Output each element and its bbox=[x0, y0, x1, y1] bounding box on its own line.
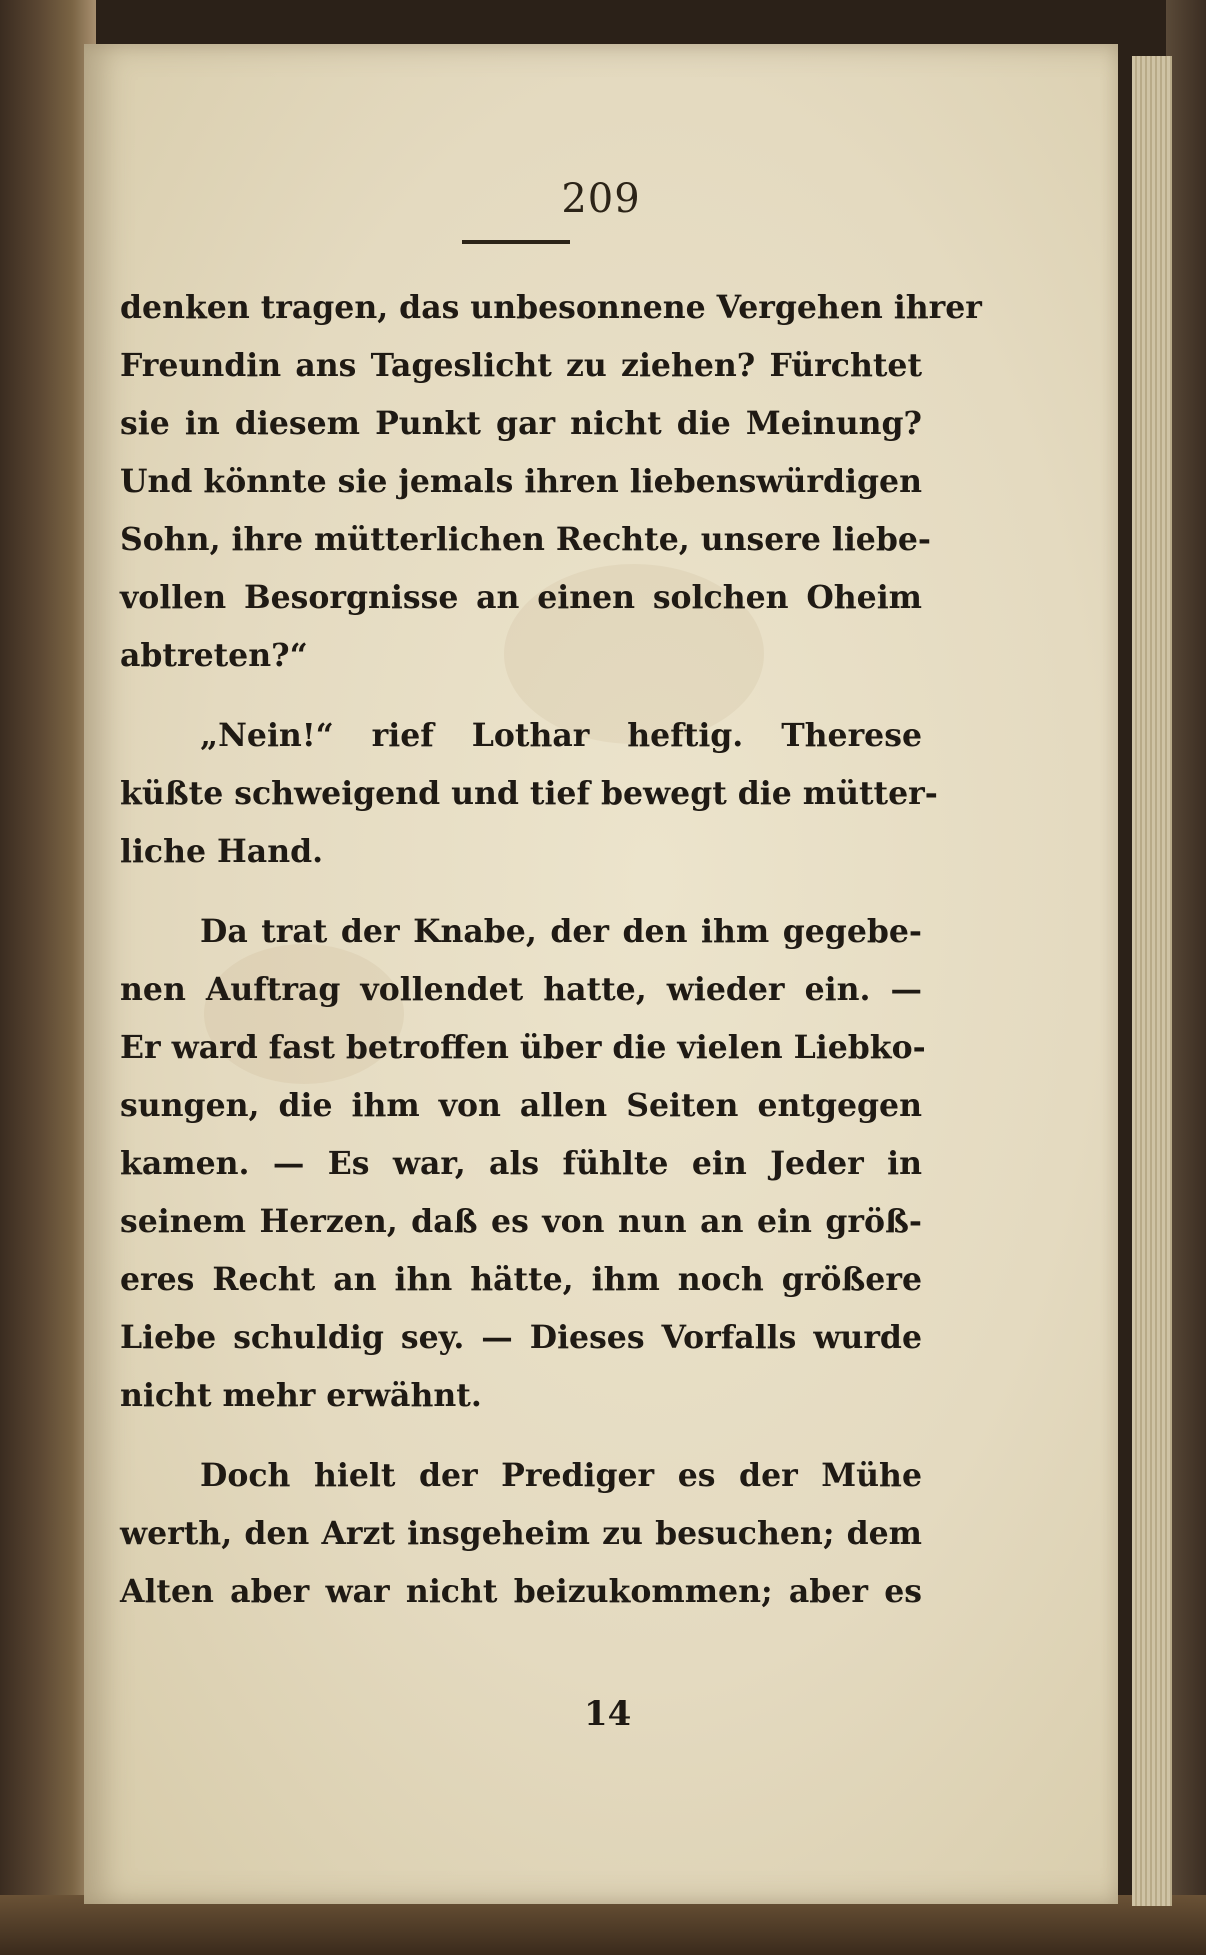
text-line: nicht mehr erwähnt. bbox=[120, 1377, 482, 1414]
body-text bbox=[120, 279, 982, 1621]
text-line: küßte schweigend und tief bewegt die mütter- bbox=[120, 775, 938, 812]
text-line: Er ward fast betroffen über die vielen Liebko- bbox=[120, 1029, 926, 1066]
book-cover-bottom bbox=[0, 1895, 1206, 1955]
text-line: kamen. — Es war, als fühlte ein Jeder in bbox=[120, 1145, 922, 1182]
text-line: sie in diesem Punkt gar nicht die Meinung? bbox=[120, 405, 922, 442]
paragraph bbox=[120, 1447, 922, 1621]
text-line: abtreten?“ bbox=[120, 637, 308, 674]
text-line: „Nein!“ rief Lothar heftig. Therese bbox=[200, 717, 922, 754]
text-line: Sohn, ihre mütterlichen Rechte, unsere liebe- bbox=[120, 521, 931, 558]
text-line: Und könnte sie jemals ihren liebenswürdigen bbox=[120, 463, 922, 500]
paragraph-gap bbox=[120, 1425, 922, 1447]
text-line: Doch hielt der Prediger es der Mühe bbox=[200, 1457, 922, 1494]
text-line: liche Hand. bbox=[120, 833, 324, 870]
book-cover-left bbox=[0, 0, 96, 1955]
header-rule bbox=[462, 240, 570, 244]
text-line: seinem Herzen, daß es von nun an ein größ- bbox=[120, 1203, 922, 1240]
text-line: Liebe schuldig sey. — Dieses Vorfalls wurde bbox=[120, 1319, 922, 1356]
paragraph-gap bbox=[120, 881, 922, 903]
text-line: eres Recht an ihn hätte, ihm noch größere bbox=[120, 1261, 922, 1298]
text-line: nen Auftrag vollendet hatte, wieder ein. — bbox=[120, 971, 922, 1008]
signature-mark: 14 bbox=[584, 1694, 632, 1734]
page-number: 209 bbox=[561, 176, 641, 222]
page-edges bbox=[1132, 56, 1172, 1906]
text-line: Da trat der Knabe, der den ihm gegebe- bbox=[200, 913, 922, 950]
text-line: Freundin ans Tageslicht zu ziehen? Fürchtet bbox=[120, 347, 922, 384]
paragraph-gap bbox=[120, 685, 922, 707]
text-line: sungen, die ihm von allen Seiten entgegen bbox=[120, 1087, 922, 1124]
text-line: vollen Besorgnisse an einen solchen Oheim bbox=[120, 579, 922, 616]
text-line: werth, den Arzt insgeheim zu besuchen; dem bbox=[120, 1515, 922, 1552]
book-page bbox=[84, 44, 1118, 1904]
paragraph bbox=[120, 903, 926, 1425]
text-line: denken tragen, das unbesonnene Vergehen ihrer bbox=[120, 289, 982, 326]
paragraph bbox=[120, 279, 982, 685]
text-line: Alten aber war nicht beizukommen; aber es bbox=[120, 1573, 922, 1610]
paragraph bbox=[120, 707, 938, 881]
book-cover-right bbox=[1166, 0, 1206, 1955]
